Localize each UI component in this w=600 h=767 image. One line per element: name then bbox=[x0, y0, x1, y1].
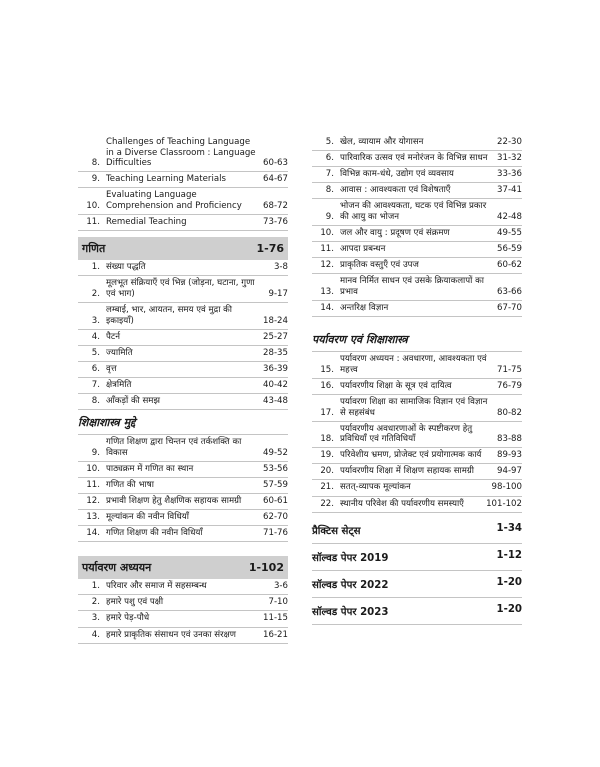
toc-entry bbox=[78, 188, 288, 215]
entry-number: 9. bbox=[91, 174, 100, 185]
entry-title: मूलभूत संक्रियाएँ एवं भिन्न (जोड़ना, घटाना, गुणा एवं भाग) bbox=[106, 278, 255, 299]
special-title: सॉल्वड पेपर 2019 bbox=[312, 552, 389, 564]
entry-number: 21. bbox=[320, 482, 334, 493]
entry-number: 8. bbox=[91, 158, 100, 169]
entry-pages: 64-67 bbox=[263, 174, 288, 185]
toc-entry bbox=[312, 135, 522, 151]
entry-pages: 89-93 bbox=[497, 450, 522, 461]
toc-entry bbox=[312, 167, 522, 183]
toc-entry bbox=[78, 135, 288, 172]
toc-entry bbox=[312, 199, 522, 226]
entry-title: पर्यावरणीय अवधारणाओं के स्पष्टीकरण हेतु प्रविधियाँ एवं गतिविधियाँ bbox=[340, 423, 473, 445]
math-entry-list bbox=[78, 260, 288, 410]
entry-pages: 49-55 bbox=[497, 228, 522, 239]
toc-entry bbox=[312, 151, 522, 167]
toc-entry bbox=[78, 494, 288, 510]
special-pages: 1-12 bbox=[496, 549, 522, 561]
entry-pages: 49-52 bbox=[263, 447, 288, 458]
toc-entry bbox=[312, 395, 522, 422]
entry-pages: 62-70 bbox=[263, 512, 288, 523]
toc-entry bbox=[78, 346, 288, 362]
entry-number: 11. bbox=[86, 217, 100, 228]
entry-title: वृत्त bbox=[106, 363, 117, 374]
toc-entry bbox=[78, 510, 288, 526]
entry-number: 2. bbox=[91, 597, 100, 608]
entry-title: पर्यावरणीय शिक्षा में शिक्षण सहायक सामग्री bbox=[340, 466, 474, 477]
entry-number: 18. bbox=[320, 434, 334, 445]
entry-title: अन्तरिक्ष विज्ञान bbox=[340, 303, 389, 314]
entry-title: आपदा प्रबन्धन bbox=[340, 244, 386, 255]
entry-number: 12. bbox=[320, 260, 334, 271]
toc-entry bbox=[78, 303, 288, 330]
entry-pages: 37-41 bbox=[497, 185, 522, 196]
section-header-math bbox=[78, 237, 288, 260]
entry-number: 14. bbox=[86, 528, 100, 539]
entry-title: परिवार और समाज में सहसम्बन्ध bbox=[106, 581, 207, 592]
environment-entry-list bbox=[78, 579, 288, 643]
special-pages: 1-20 bbox=[496, 576, 522, 588]
entry-pages: 18-24 bbox=[263, 315, 288, 326]
entry-title: मूल्यांकन की नवीन विधियाँ bbox=[106, 512, 189, 523]
entry-pages: 43-48 bbox=[263, 396, 288, 406]
entry-number: 20. bbox=[320, 466, 334, 477]
section-title: पर्यावरण अध्ययन bbox=[82, 561, 152, 575]
entry-number: 8. bbox=[91, 396, 100, 406]
entry-title: पारिवारिक उत्सव एवं मनोरंजन के विभिन्न साधन bbox=[340, 153, 488, 164]
toc-entry bbox=[312, 480, 522, 496]
toc-entry bbox=[312, 497, 522, 513]
entry-number: 3. bbox=[91, 315, 100, 326]
entry-pages: 60-61 bbox=[263, 495, 288, 506]
toc-entry bbox=[78, 611, 288, 627]
entry-pages: 7-10 bbox=[268, 597, 288, 608]
entry-number: 10. bbox=[86, 200, 100, 211]
entry-title: पाठ्यक्रम में गणित का स्थान bbox=[106, 463, 194, 474]
entry-number: 2. bbox=[91, 288, 100, 299]
entry-title: पैटर्न bbox=[106, 331, 120, 342]
entry-title: गणित की भाषा bbox=[106, 479, 154, 490]
entry-title: पर्यावरण शिक्षा का सामाजिक विज्ञान एवं विज्ञान से सहसंबंध bbox=[340, 396, 488, 418]
entry-title: लम्बाई, भार, आयतन, समय एवं मुद्रा की इकाइयाँ) bbox=[106, 304, 232, 326]
math-pedagogy-entry-list bbox=[78, 435, 288, 542]
entry-title: आवास : आवश्यकता एवं विशेषताएँ bbox=[340, 185, 451, 196]
entry-title: सतत्-व्यापक मूल्यांकन bbox=[340, 482, 411, 493]
special-entry bbox=[312, 598, 522, 625]
entry-pages: 71-75 bbox=[497, 364, 522, 375]
toc-entry bbox=[312, 448, 522, 464]
toc-entry bbox=[78, 215, 288, 231]
environment-entry-list bbox=[312, 135, 522, 317]
special-title: सॉल्वड पेपर 2023 bbox=[312, 606, 389, 618]
toc-entry bbox=[78, 378, 288, 394]
toc-entry bbox=[78, 362, 288, 378]
toc-entry bbox=[312, 301, 522, 317]
entry-number: 9. bbox=[325, 211, 334, 222]
entry-pages: 67-70 bbox=[497, 303, 522, 314]
entry-title: प्रभावी शिक्षण हेतु शैक्षणिक सहायक सामग्री bbox=[106, 495, 242, 506]
toc-entry bbox=[78, 478, 288, 494]
entry-number: 1. bbox=[91, 262, 100, 273]
toc-entry bbox=[78, 435, 288, 462]
subheading-math-pedagogy: शिक्षाशास्त्र मुद्दे bbox=[78, 410, 288, 435]
entry-pages: 3-8 bbox=[273, 262, 288, 273]
toc-entry bbox=[312, 352, 522, 379]
toc-entry bbox=[78, 172, 288, 188]
entry-title: मानव निर्मित साधन एवं उसके क्रियाकलापों का प्रभाव bbox=[340, 276, 484, 297]
special-entry bbox=[312, 517, 522, 544]
entry-title: पर्यावरणीय शिक्षा के सूत्र एवं दायित्व bbox=[340, 380, 452, 391]
toc-entry bbox=[78, 260, 288, 276]
section-header-environment bbox=[78, 556, 288, 579]
entry-title: विभिन्न काम-धंधे, उद्योग एवं व्यवसाय bbox=[340, 169, 454, 180]
entry-number: 6. bbox=[325, 153, 334, 164]
entry-pages: 63-66 bbox=[497, 286, 522, 297]
entry-number: 10. bbox=[320, 228, 334, 239]
toc-entry bbox=[78, 579, 288, 595]
entry-title: हमारे प्राकृतिक संसाधन एवं उनका संरक्षण bbox=[106, 629, 236, 640]
entry-pages: 98-100 bbox=[491, 482, 522, 493]
entry-title: आँकड़ों की समझ bbox=[106, 396, 160, 406]
entry-number: 16. bbox=[320, 380, 334, 391]
entry-number: 7. bbox=[325, 169, 334, 180]
entry-pages: 40-42 bbox=[263, 379, 288, 390]
entry-pages: 83-88 bbox=[497, 434, 522, 445]
entry-number: 11. bbox=[320, 244, 334, 255]
left-column bbox=[78, 135, 288, 644]
entry-title: परिवेशीय भ्रमण, प्रोजेक्ट एवं प्रयोगात्मक कार्य bbox=[340, 450, 482, 461]
entry-number: 3. bbox=[91, 613, 100, 624]
entry-number: 9. bbox=[91, 447, 100, 458]
entry-number: 7. bbox=[91, 379, 100, 390]
special-title: सॉल्वड पेपर 2022 bbox=[312, 579, 389, 591]
entry-number: 15. bbox=[320, 364, 334, 375]
entry-title: प्राकृतिक वस्तुएँ एवं उपज bbox=[340, 260, 419, 271]
entry-number: 6. bbox=[91, 363, 100, 374]
language-entry-list bbox=[78, 135, 288, 231]
entry-title: हमारे पशु एवं पक्षी bbox=[106, 597, 164, 608]
special-pages: 1-20 bbox=[496, 603, 522, 615]
entry-number: 4. bbox=[91, 629, 100, 640]
entry-pages: 53-56 bbox=[263, 463, 288, 474]
entry-pages: 36-39 bbox=[263, 363, 288, 374]
entry-pages: 80-82 bbox=[497, 407, 522, 418]
entry-title: पर्यावरण अध्ययन : अवधारणा, आवश्यकता एवं महत्त्व bbox=[340, 354, 487, 375]
section-title: गणित bbox=[82, 242, 106, 256]
section-pages: 1-102 bbox=[248, 561, 284, 575]
toc-entry bbox=[312, 226, 522, 242]
entry-title: संख्या पद्धति bbox=[106, 262, 146, 273]
entry-title: Teaching Learning Materials bbox=[106, 174, 226, 185]
entry-pages: 76-79 bbox=[497, 380, 522, 391]
special-entry bbox=[312, 571, 522, 598]
toc-entry bbox=[312, 379, 522, 395]
entry-number: 5. bbox=[325, 137, 334, 147]
special-title: प्रैक्टिस सेट्स bbox=[312, 525, 361, 537]
special-pages: 1-34 bbox=[496, 522, 522, 534]
entry-number: 14. bbox=[320, 303, 334, 314]
toc-entry bbox=[78, 628, 288, 644]
entry-title: खेल, व्यायाम और योगासन bbox=[340, 137, 424, 147]
entry-number: 4. bbox=[91, 331, 100, 342]
entry-pages: 56-59 bbox=[497, 244, 522, 255]
toc-entry bbox=[312, 422, 522, 449]
entry-pages: 31-32 bbox=[497, 153, 522, 164]
entry-pages: 73-76 bbox=[263, 217, 288, 228]
entry-pages: 33-36 bbox=[497, 169, 522, 180]
entry-title: Challenges of Teaching Language in a Diverse Classroom : Language Difficulties bbox=[106, 137, 256, 169]
entry-pages: 25-27 bbox=[263, 331, 288, 342]
section-pages: 1-76 bbox=[256, 242, 284, 256]
entry-title: गणित शिक्षण की नवीन विधियाँ bbox=[106, 528, 203, 539]
entry-pages: 68-72 bbox=[263, 200, 288, 211]
entry-title: Evaluating Language Comprehension and Proficiency bbox=[106, 190, 242, 211]
entry-number: 13. bbox=[320, 286, 334, 297]
entry-pages: 42-48 bbox=[497, 211, 522, 222]
entry-pages: 57-59 bbox=[263, 479, 288, 490]
entry-number: 13. bbox=[86, 512, 100, 523]
entry-number: 22. bbox=[320, 498, 334, 509]
toc-entry bbox=[78, 330, 288, 346]
toc-entry bbox=[312, 242, 522, 258]
entry-pages: 28-35 bbox=[263, 347, 288, 358]
toc-entry bbox=[312, 258, 522, 274]
toc-entry bbox=[312, 183, 522, 199]
entry-number: 1. bbox=[91, 581, 100, 592]
entry-title: हमारे पेड़-पौधे bbox=[106, 613, 150, 624]
entry-pages: 60-63 bbox=[263, 158, 288, 169]
toc-entry bbox=[312, 274, 522, 301]
entry-pages: 16-21 bbox=[263, 629, 288, 640]
entry-title: ज्यामिति bbox=[106, 347, 133, 358]
entry-title: जल और वायु : प्रदूषण एवं संक्रमण bbox=[340, 228, 450, 239]
entry-title: क्षेत्रमिति bbox=[106, 379, 132, 390]
entry-pages: 60-62 bbox=[497, 260, 522, 271]
entry-number: 11. bbox=[86, 479, 100, 490]
entry-number: 17. bbox=[320, 407, 334, 418]
toc-entry bbox=[78, 595, 288, 611]
toc-entry bbox=[78, 526, 288, 542]
entry-title: भोजन की आवश्यकता, घटक एवं विभिन्न प्रकार की आयु का भोजन bbox=[340, 201, 487, 222]
entry-title: स्थानीय परिवेश की पर्यावरणीय समस्याएँ bbox=[340, 498, 464, 509]
entry-number: 19. bbox=[320, 450, 334, 461]
right-column bbox=[312, 135, 522, 625]
entry-number: 8. bbox=[325, 185, 334, 196]
entry-pages: 94-97 bbox=[497, 466, 522, 477]
entry-pages: 3-6 bbox=[273, 581, 288, 592]
entry-number: 10. bbox=[86, 463, 100, 474]
toc-entry bbox=[312, 464, 522, 480]
entry-pages: 71-76 bbox=[263, 528, 288, 539]
toc-entry bbox=[78, 462, 288, 478]
entry-pages: 22-30 bbox=[497, 137, 522, 147]
special-entry bbox=[312, 544, 522, 571]
entry-number: 12. bbox=[86, 495, 100, 506]
toc-entry bbox=[78, 276, 288, 303]
environment-pedagogy-entry-list bbox=[312, 352, 522, 513]
subheading-environment-pedagogy: पर्यावरण एवं शिक्षाशास्त्र bbox=[312, 327, 522, 352]
entry-pages: 11-15 bbox=[263, 613, 288, 624]
entry-title: गणित शिक्षण द्वारा चिन्तन एवं तर्कशक्ति का विकास bbox=[106, 437, 242, 458]
entry-title: Remedial Teaching bbox=[106, 217, 187, 228]
entry-pages: 9-17 bbox=[268, 288, 288, 299]
entry-pages: 101-102 bbox=[486, 498, 522, 509]
practice-and-solved-papers-list bbox=[312, 517, 522, 625]
toc-entry bbox=[78, 394, 288, 410]
entry-number: 5. bbox=[91, 347, 100, 358]
